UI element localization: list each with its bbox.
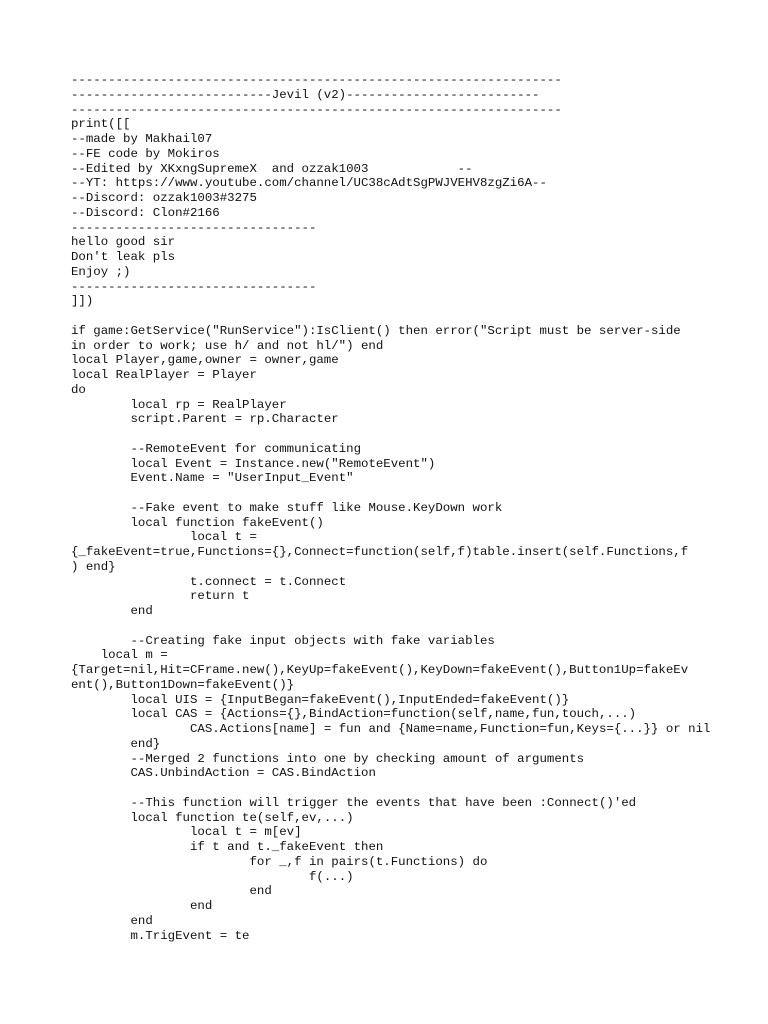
code-line: local CAS = {Actions={},BindAction=function(self,name,fun,touch,...) — [71, 707, 637, 722]
code-line: CAS.UnbindAction = CAS.BindAction — [71, 766, 376, 781]
code-line — [71, 486, 710, 501]
code-line: in order to work; use h/ and not hl/") end — [71, 338, 384, 353]
code-block — [71, 73, 710, 943]
code-line — [71, 619, 710, 634]
code-line: {Target=nil,Hit=CFrame.new(),KeyUp=fakeEvent(),KeyDown=fakeEvent(),Button1Up=fakeEv — [71, 663, 689, 677]
code-line: if t and t._fakeEvent then — [71, 840, 384, 854]
code-line: local m = — [71, 648, 168, 663]
code-line: end — [71, 604, 153, 618]
code-line: ) end} — [71, 559, 116, 574]
code-line: for _,f in pairs(t.Functions) do — [71, 854, 488, 869]
code-line: --Discord: Clon#2166 — [71, 205, 220, 220]
code-line: end — [71, 884, 272, 899]
code-line: --Creating fake input objects with fake variables — [71, 633, 495, 648]
code-line: Enjoy ;) — [71, 264, 131, 279]
code-line: ---------------------------Jevil (v2)-------------------------- — [71, 87, 540, 102]
code-line: local Player,game,owner = owner,game — [71, 353, 339, 368]
code-line: local Event = Instance.new("RemoteEvent") — [71, 456, 436, 471]
code-line: local t = m[ev] — [71, 825, 302, 840]
code-line: --Fake event to make stuff like Mouse.KeyDown work — [71, 500, 503, 515]
code-line: local t = — [71, 530, 257, 545]
code-line: print([[ — [71, 117, 131, 132]
code-line: end — [71, 899, 213, 913]
code-line: --YT: https://www.youtube.com/channel/UC38cAdtSgPWJVEHV8zgZi6A-- — [71, 176, 547, 191]
code-line: ]]) — [71, 294, 94, 309]
code-line: ------------------------------------------------------------------ — [71, 73, 562, 87]
code-line: --Merged 2 functions into one by checking amount of arguments — [71, 751, 585, 766]
code-line: do — [71, 382, 86, 397]
code-line — [71, 427, 710, 442]
code-line: --------------------------------- — [71, 279, 317, 294]
code-line: end} — [71, 736, 161, 751]
code-line: local function te(self,ev,...) — [71, 810, 354, 825]
code-line: ------------------------------------------------------------------ — [71, 102, 562, 117]
code-line: --------------------------------- — [71, 220, 317, 235]
code-line: return t — [71, 589, 250, 604]
code-line: t.connect = t.Connect — [71, 574, 347, 589]
code-line: --made by Makhail07 — [71, 132, 213, 146]
code-line: m.TrigEvent = te — [71, 928, 250, 943]
code-line: Event.Name = "UserInput_Event" — [71, 471, 354, 486]
code-line: CAS.Actions[name] = fun and {Name=name,Function=fun,Keys={...}} or nil — [71, 722, 711, 736]
code-line: --Edited by XKxngSupremeX and ozzak1003 -- — [71, 161, 473, 176]
code-line: --RemoteEvent for communicating — [71, 441, 362, 456]
code-line: local rp = RealPlayer — [71, 397, 287, 412]
code-line: end — [71, 913, 153, 928]
code-line: hello good sir — [71, 235, 176, 250]
code-line: f(...) — [71, 869, 354, 884]
code-line: if game:GetService("RunService"):IsClient() then error("Script must be server-side — [71, 323, 681, 338]
code-line: --Discord: ozzak1003#3275 — [71, 191, 257, 205]
code-line: local RealPlayer = Player — [71, 368, 257, 382]
code-line: --This function will trigger the events that have been :Connect()'ed — [71, 795, 637, 810]
code-line: {_fakeEvent=true,Functions={},Connect=function(self,f)table.insert(self.Functions,f — [71, 545, 689, 559]
code-line — [71, 781, 710, 796]
code-line — [71, 309, 710, 324]
code-line: local UIS = {InputBegan=fakeEvent(),InputEnded=fakeEvent()} — [71, 692, 570, 707]
code-line: --FE code by Mokiros — [71, 146, 220, 161]
code-line: Don't leak pls — [71, 250, 176, 264]
code-line: local function fakeEvent() — [71, 515, 324, 530]
code-line: script.Parent = rp.Character — [71, 412, 339, 427]
code-line: ent(),Button1Down=fakeEvent()} — [71, 677, 295, 692]
